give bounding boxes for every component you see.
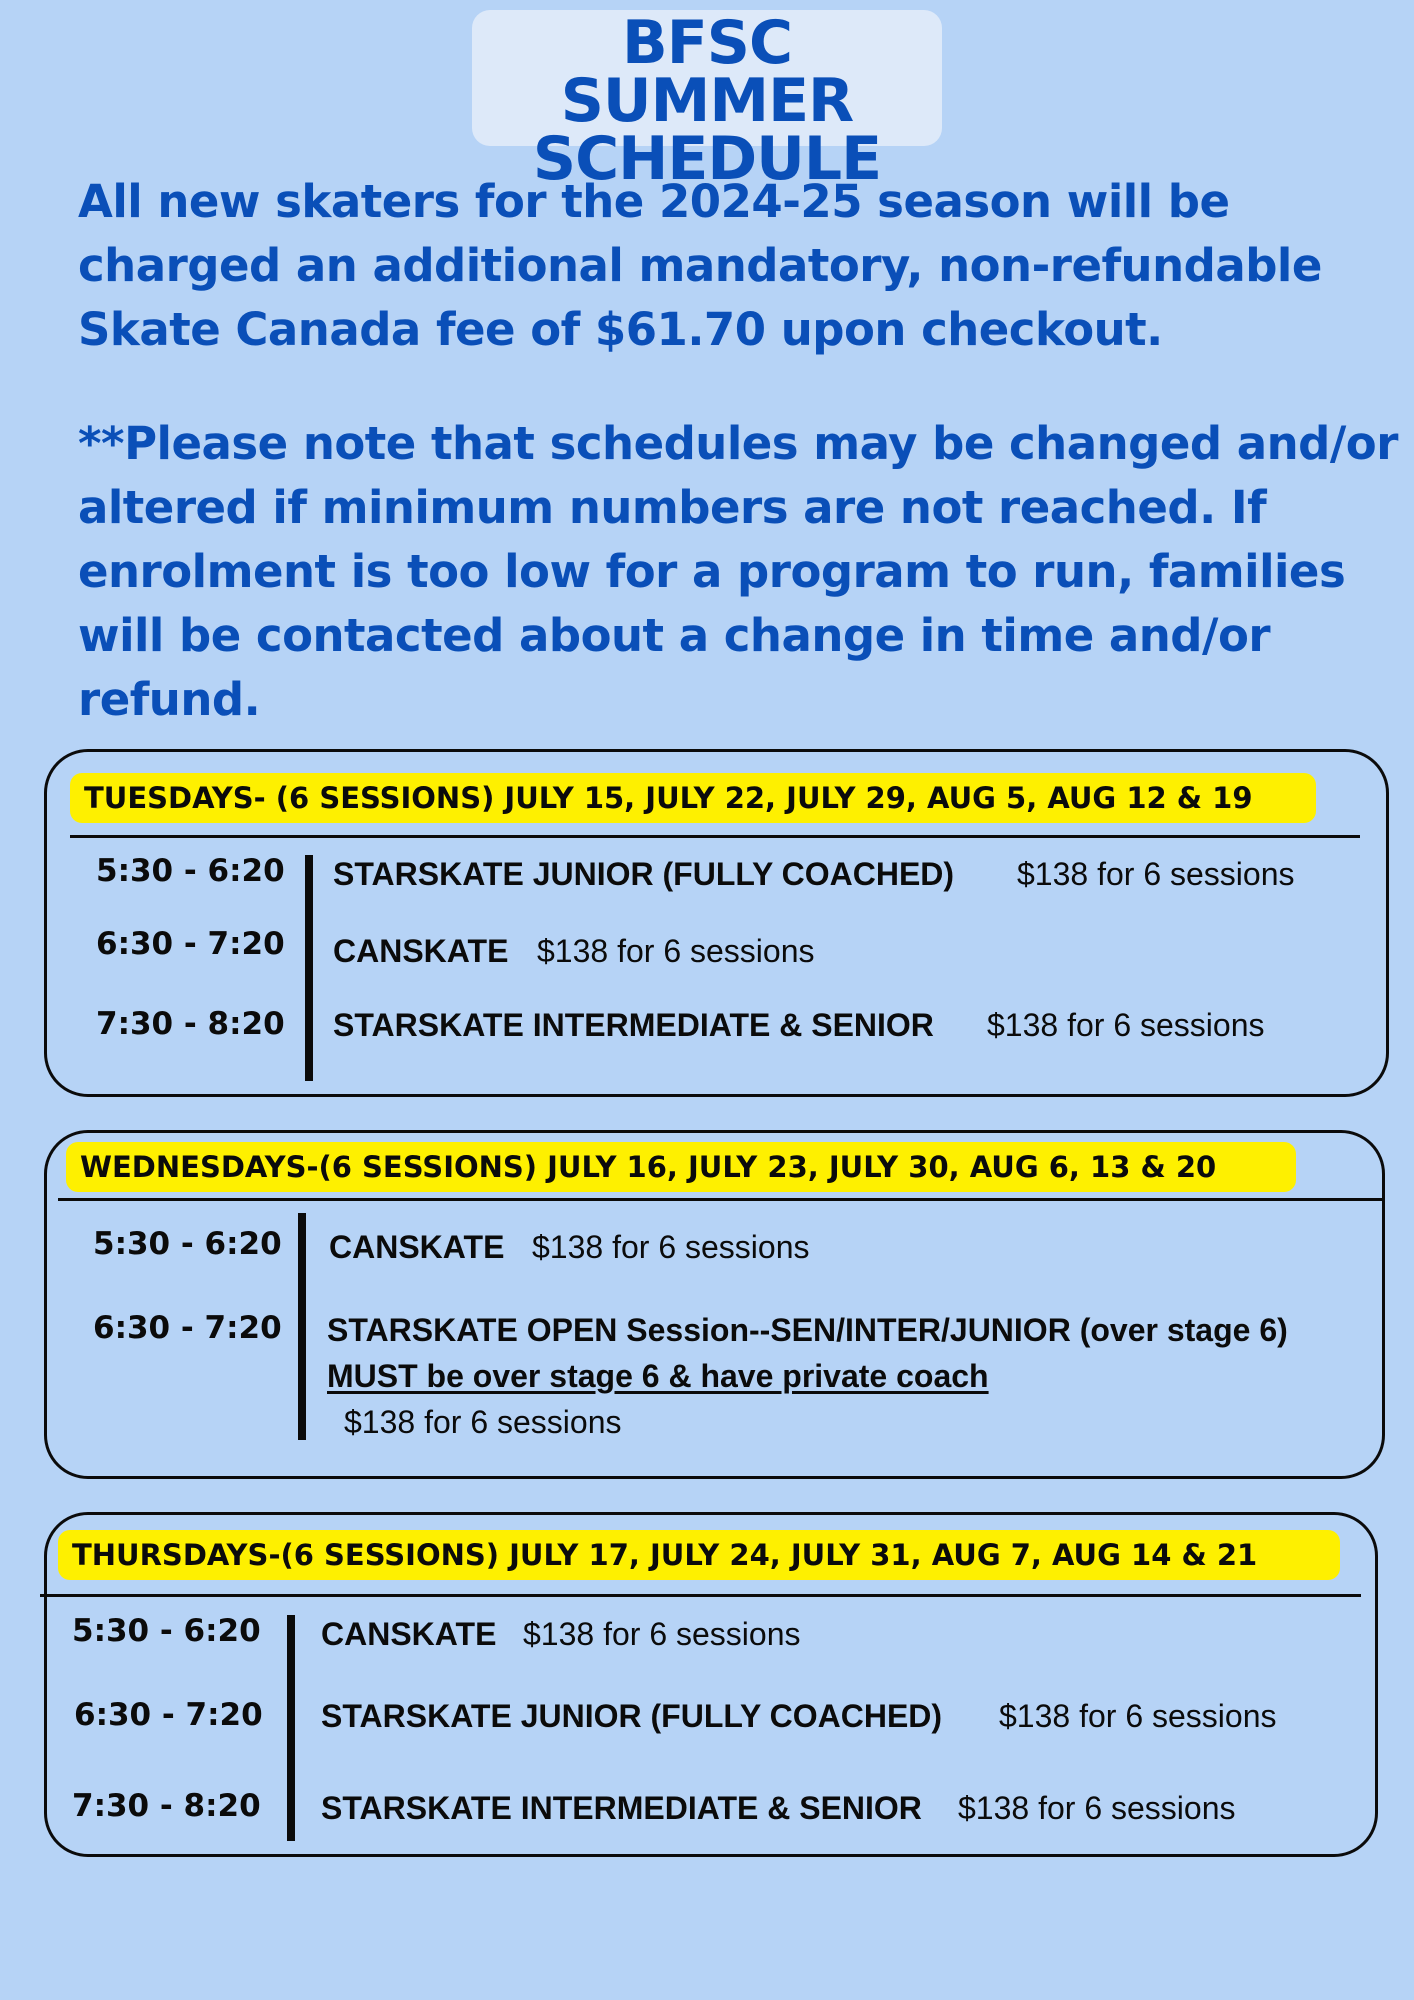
session-requirement: MUST be over stage 6 & have private coach (327, 1358, 989, 1394)
session-time: 7:30 - 8:20 (72, 1788, 261, 1824)
session-program: STARSKATE JUNIOR (FULLY COACHED) (333, 856, 955, 892)
tuesday-header: TUESDAYS- (6 SESSIONS) JULY 15, JULY 22, JULY 29, AUG 5, AUG 12 & 19 (70, 773, 1316, 823)
page-title (472, 8, 942, 194)
session-program: STARSKATE INTERMEDIATE & SENIOR (321, 1790, 922, 1826)
session-price: $138 for 6 sessions (958, 1790, 1236, 1826)
notice-line: enrolment is too low for a program to run, families (78, 545, 1346, 598)
divider (287, 1615, 295, 1841)
schedule-change-notice (78, 412, 1398, 732)
session-program: STARSKATE INTERMEDIATE & SENIOR (333, 1007, 934, 1043)
divider (298, 1213, 306, 1440)
session-program: STARSKATE OPEN Session--SEN/INTER/JUNIOR (over stage 6) (327, 1312, 1288, 1348)
session-price: $138 for 6 sessions (1017, 856, 1295, 892)
session-time: 5:30 - 6:20 (93, 1226, 282, 1262)
session-price: $138 for 6 sessions (999, 1698, 1277, 1734)
skate-canada-fee-notice (78, 170, 1378, 362)
session-time: 5:30 - 6:20 (96, 853, 285, 889)
session-price: $138 for 6 sessions (344, 1404, 622, 1440)
notice-line: Skate Canada fee of $61.70 upon checkout. (78, 303, 1163, 356)
session-time: 6:30 - 7:20 (93, 1310, 282, 1346)
divider (58, 1198, 1384, 1201)
notice-line: refund. (78, 673, 261, 726)
wednesday-header: WEDNESDAYS-(6 SESSIONS) JULY 16, JULY 23, JULY 30, AUG 6, 13 & 20 (66, 1142, 1296, 1192)
thursday-header: THURSDAYS-(6 SESSIONS) JULY 17, JULY 24, JULY 31, AUG 7, AUG 14 & 21 (58, 1530, 1340, 1580)
notice-line: **Please note that schedules may be changed and/or (78, 417, 1398, 470)
session-time: 6:30 - 7:20 (74, 1697, 263, 1733)
session-time: 6:30 - 7:20 (96, 926, 285, 962)
session-program: CANSKATE (329, 1229, 505, 1265)
divider (70, 835, 1360, 838)
title-line-2: SCHEDULE (532, 124, 882, 194)
session-program: CANSKATE (321, 1616, 497, 1652)
notice-line: altered if minimum numbers are not reached. If (78, 481, 1267, 534)
notice-line: will be contacted about a change in time and/or (78, 609, 1271, 662)
divider (40, 1594, 1361, 1597)
session-program: CANSKATE (333, 933, 509, 969)
session-price: $138 for 6 sessions (537, 933, 815, 969)
notice-line: charged an additional mandatory, non-refundable (78, 239, 1322, 292)
session-price: $138 for 6 sessions (532, 1229, 810, 1265)
session-program: STARSKATE JUNIOR (FULLY COACHED) (321, 1698, 943, 1734)
title-line-1: BFSC SUMMER (560, 8, 854, 136)
session-time: 5:30 - 6:20 (72, 1613, 261, 1649)
session-price: $138 for 6 sessions (987, 1007, 1265, 1043)
notice-line: All new skaters for the 2024-25 season will be (78, 175, 1230, 228)
session-price: $138 for 6 sessions (523, 1616, 801, 1652)
session-time: 7:30 - 8:20 (96, 1006, 285, 1042)
divider (305, 855, 313, 1081)
